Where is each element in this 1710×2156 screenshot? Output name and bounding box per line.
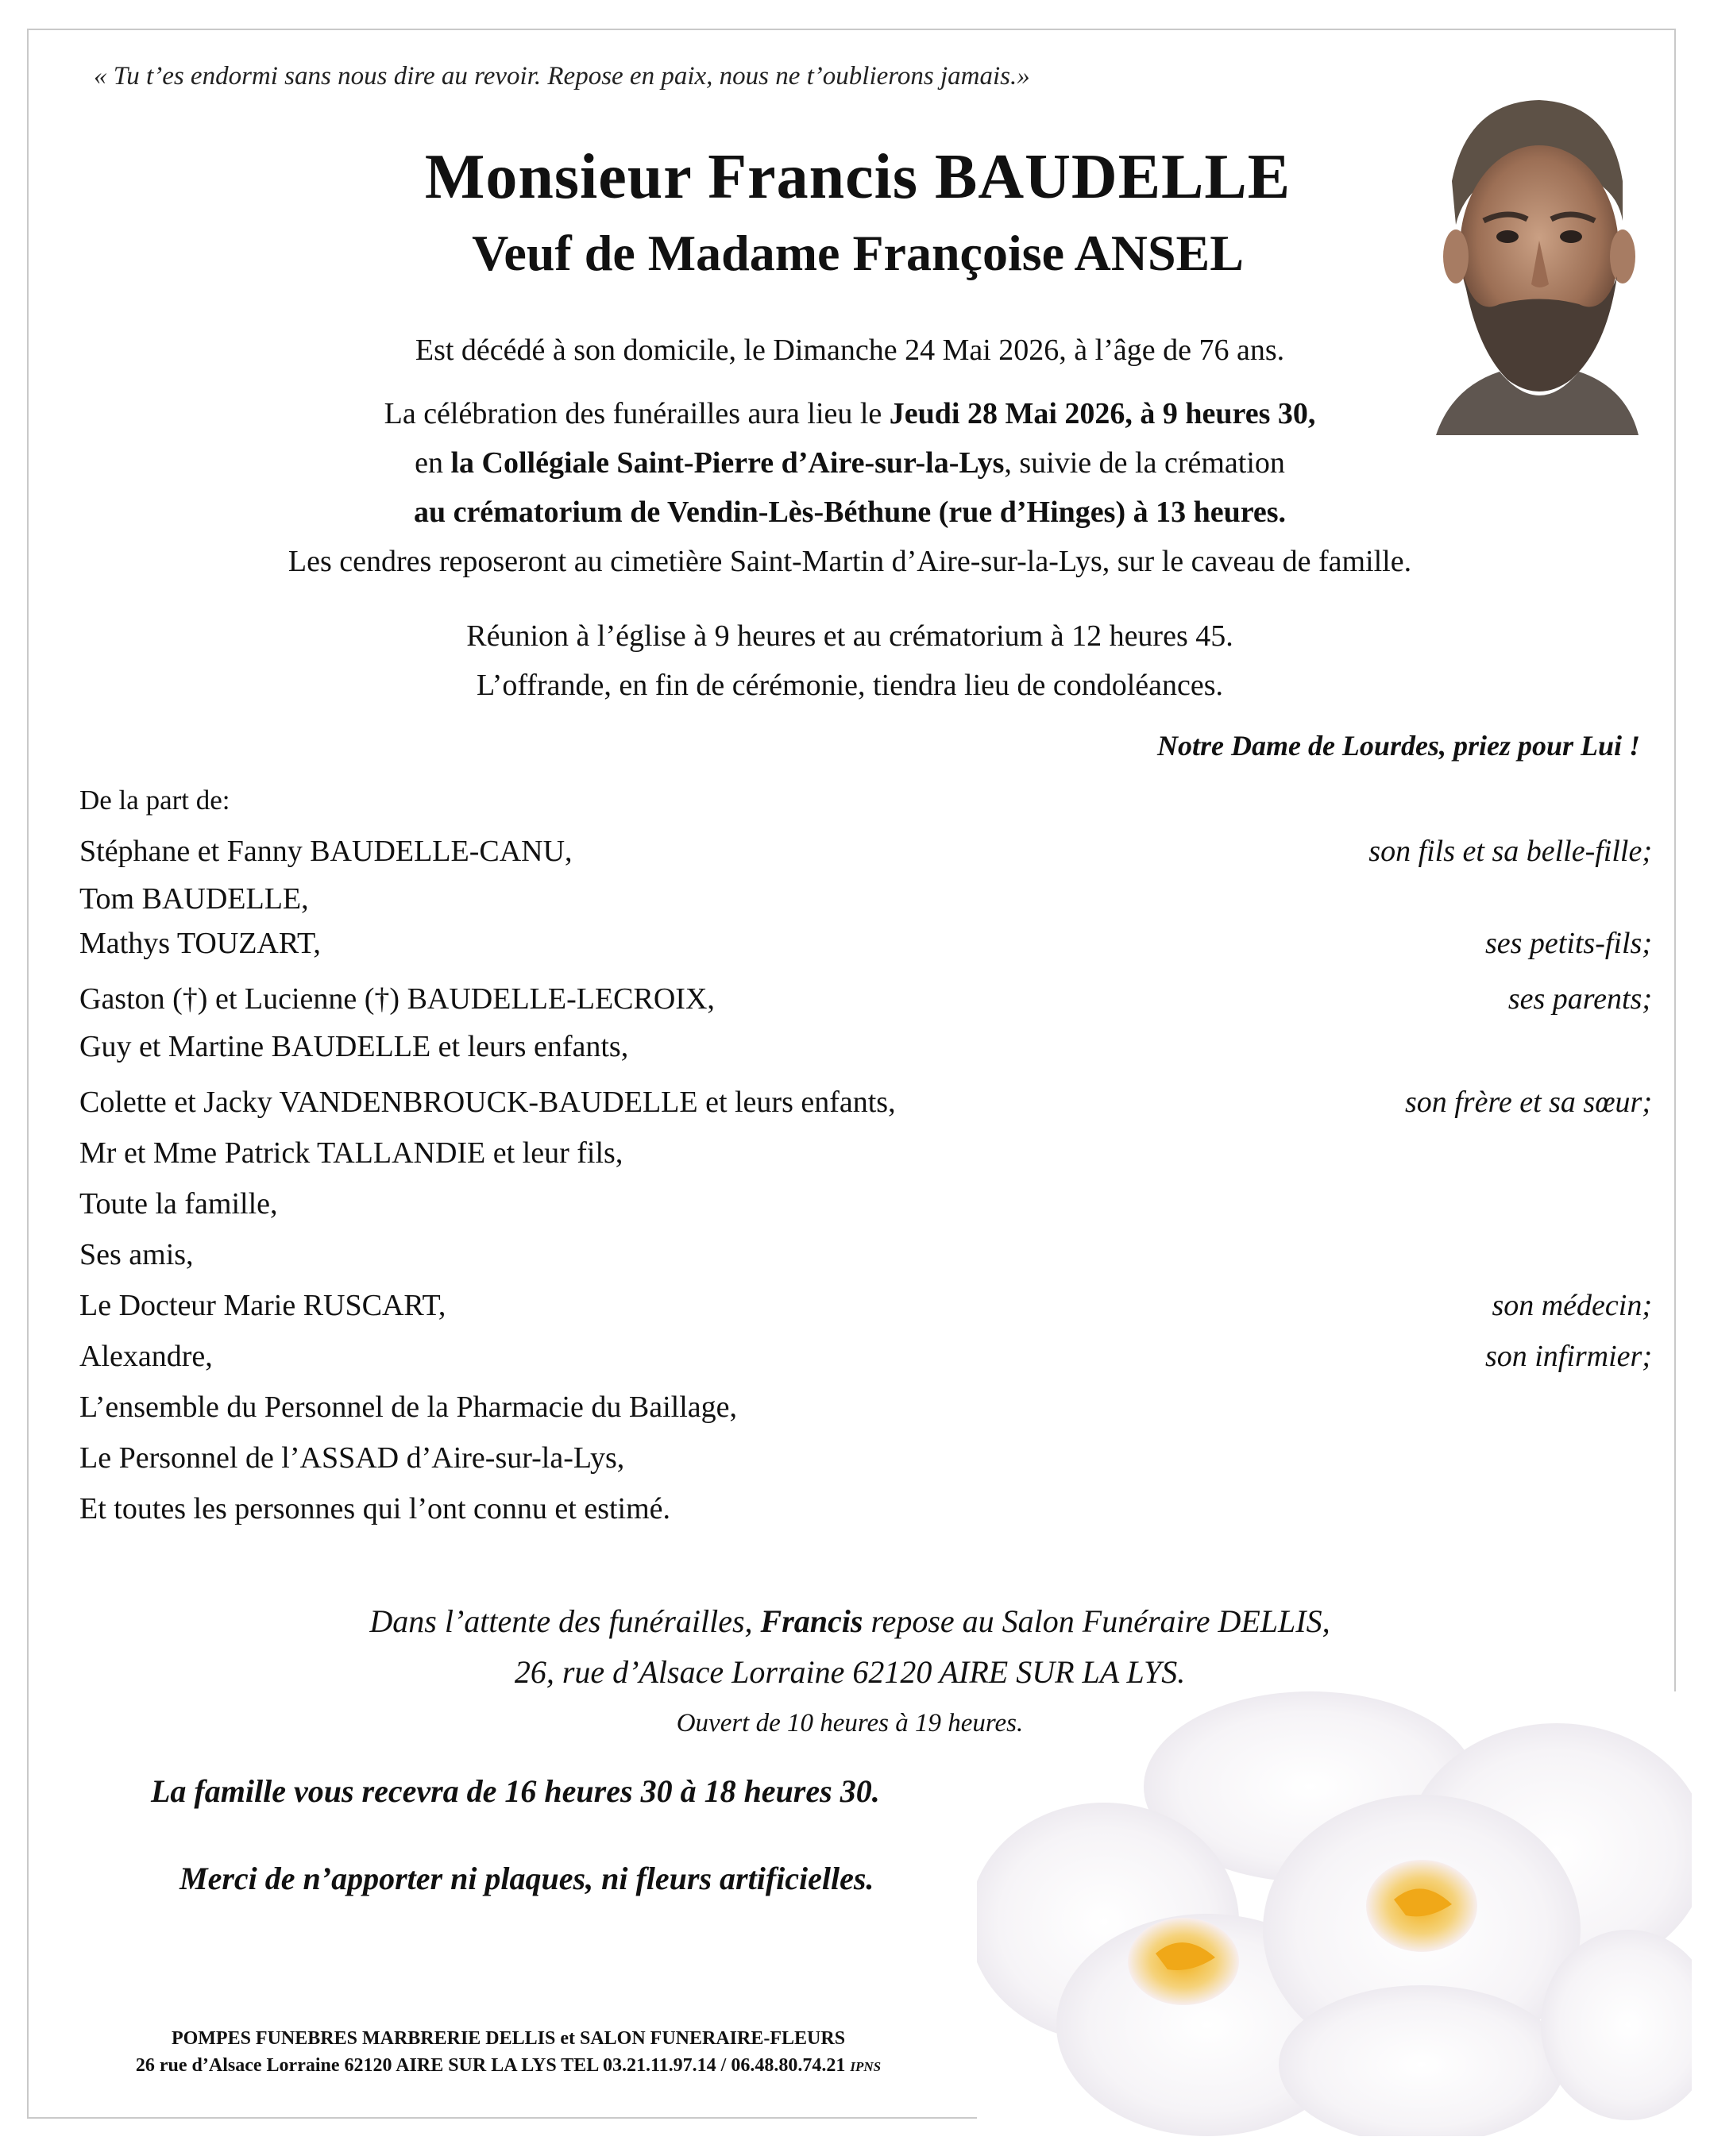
funeral-home-footer bbox=[48, 2025, 969, 2081]
family-name: Gaston (†) et Lucienne (†) BAUDELLE-LECROIX, bbox=[79, 982, 715, 1016]
footer-line-2 bbox=[48, 2052, 969, 2081]
widow-line: Veuf de Madame Françoise ANSEL bbox=[472, 225, 1244, 281]
list-item bbox=[79, 1382, 1652, 1433]
funeral-line-2a: en bbox=[415, 446, 451, 480]
ashes-line: Les cendres reposeront au cimetière Saint-Martin d’Aire-sur-la-Lys, sur le caveau de famille. bbox=[288, 545, 1412, 578]
salon-details bbox=[119, 1596, 1581, 1749]
family-relation: son médecin; bbox=[1492, 1289, 1652, 1322]
funeral-date: Jeudi 28 Mai 2026, à 9 heures 30, bbox=[889, 397, 1316, 430]
meeting-line-1: Réunion à l’église à 9 heures et au crématorium à 12 heures 45. bbox=[466, 619, 1233, 653]
family-relation: son frère et sa sœur; bbox=[1404, 1086, 1652, 1119]
family-name: Le Personnel de l’ASSAD d’Aire-sur-la-Lys, bbox=[79, 1441, 625, 1475]
meeting-details bbox=[119, 611, 1581, 710]
list-item bbox=[79, 1077, 1652, 1128]
no-flowers-line: Merci de n’apporter ni plaques, ni fleurs artificielles. bbox=[179, 1861, 874, 1896]
footer-line-1: POMPES FUNEBRES MARBRERIE DELLIS et SALON FUNERAIRE-FLEURS bbox=[171, 2028, 846, 2049]
list-item bbox=[79, 826, 1652, 877]
funeral-line-2c: , suivie de la crémation bbox=[1004, 446, 1285, 480]
family-name: Alexandre, bbox=[79, 1340, 213, 1373]
salon-line-1c: repose au Salon Funéraire DELLIS, bbox=[863, 1603, 1330, 1639]
family-name: Et toutes les personnes qui l’ont connu et estimé. bbox=[79, 1492, 671, 1525]
opening-quote: « Tu t’es endormi sans nous dire au revoir. Repose en paix, nous ne t’oublierons jamais.» bbox=[94, 62, 1030, 91]
family-relation: ses parents; bbox=[1507, 982, 1652, 1016]
family-name: Toute la famille, bbox=[79, 1187, 278, 1221]
list-item bbox=[79, 921, 1652, 966]
footer-tag: IPNS bbox=[850, 2059, 882, 2074]
death-notice bbox=[119, 326, 1581, 375]
family-name: Ses amis, bbox=[79, 1238, 194, 1271]
list-item bbox=[79, 1024, 1652, 1069]
family-name: Tom BAUDELLE, bbox=[79, 882, 309, 916]
family-name: L’ensemble du Personnel de la Pharmacie du Baillage, bbox=[79, 1390, 738, 1424]
portrait-photo bbox=[1420, 86, 1650, 435]
funeral-line-2 bbox=[119, 438, 1581, 488]
death-notice-text: Est décédé à son domicile, le Dimanche 24 Mai 2026, à l’âge de 76 ans. bbox=[415, 334, 1285, 367]
footer-address: 26 rue d’Alsace Lorraine 62120 AIRE SUR LA LYS TEL 03.21.11.97.14 / 06.48.80.74.21 bbox=[135, 2055, 846, 2076]
funeral-details bbox=[119, 389, 1581, 586]
list-item bbox=[79, 877, 1652, 921]
orchid-flowers-image bbox=[977, 1691, 1692, 2136]
list-item bbox=[79, 1433, 1652, 1483]
funeral-line-1a: La célébration des funérailles aura lieu le bbox=[384, 397, 890, 430]
deceased-name: Monsieur Francis BAUDELLE bbox=[424, 142, 1291, 212]
family-header: De la part de: bbox=[79, 785, 230, 816]
salon-line-1 bbox=[119, 1596, 1581, 1647]
family-name: Le Docteur Marie RUSCART, bbox=[79, 1289, 446, 1322]
family-name: Mr et Mme Patrick TALLANDIE et leur fils, bbox=[79, 1136, 623, 1170]
family-name: Colette et Jacky VANDENBROUCK-BAUDELLE et leurs enfants, bbox=[79, 1086, 896, 1119]
family-relation: son fils et sa belle-fille; bbox=[1368, 835, 1652, 868]
list-item bbox=[79, 1331, 1652, 1382]
family-name: Mathys TOUZART, bbox=[79, 927, 321, 960]
family-list bbox=[79, 785, 1652, 1534]
salon-first-name: Francis bbox=[760, 1603, 863, 1639]
salon-hours: Ouvert de 10 heures à 19 heures. bbox=[676, 1709, 1024, 1738]
family-name: Stéphane et Fanny BAUDELLE-CANU, bbox=[79, 835, 573, 868]
salon-address: 26, rue d’Alsace Lorraine 62120 AIRE SUR LA LYS. bbox=[514, 1654, 1186, 1690]
list-item bbox=[79, 1128, 1652, 1178]
list-item bbox=[79, 1178, 1652, 1229]
family-name: Guy et Martine BAUDELLE et leurs enfants, bbox=[79, 1030, 629, 1063]
funeral-church: la Collégiale Saint-Pierre d’Aire-sur-la-Lys bbox=[450, 446, 1005, 480]
funeral-line-1 bbox=[119, 389, 1581, 438]
meeting-line-2: L’offrande, en fin de cérémonie, tiendra lieu de condoléances. bbox=[476, 669, 1224, 702]
list-item bbox=[79, 1483, 1652, 1534]
salon-line-1a: Dans l’attente des funérailles, bbox=[369, 1603, 761, 1639]
list-item bbox=[79, 974, 1652, 1024]
family-relation: ses petits-fils; bbox=[1484, 927, 1652, 960]
list-item bbox=[79, 1229, 1652, 1280]
list-item bbox=[79, 1280, 1652, 1331]
family-relation: son infirmier; bbox=[1484, 1340, 1652, 1373]
cremation-line: au crématorium de Vendin-Lès-Béthune (rue d’Hinges) à 13 heures. bbox=[413, 496, 1287, 529]
prayer-line: Notre Dame de Lourdes, priez pour Lui ! bbox=[1156, 730, 1640, 762]
reception-line: La famille vous recevra de 16 heures 30 à 18 heures 30. bbox=[151, 1773, 880, 1809]
